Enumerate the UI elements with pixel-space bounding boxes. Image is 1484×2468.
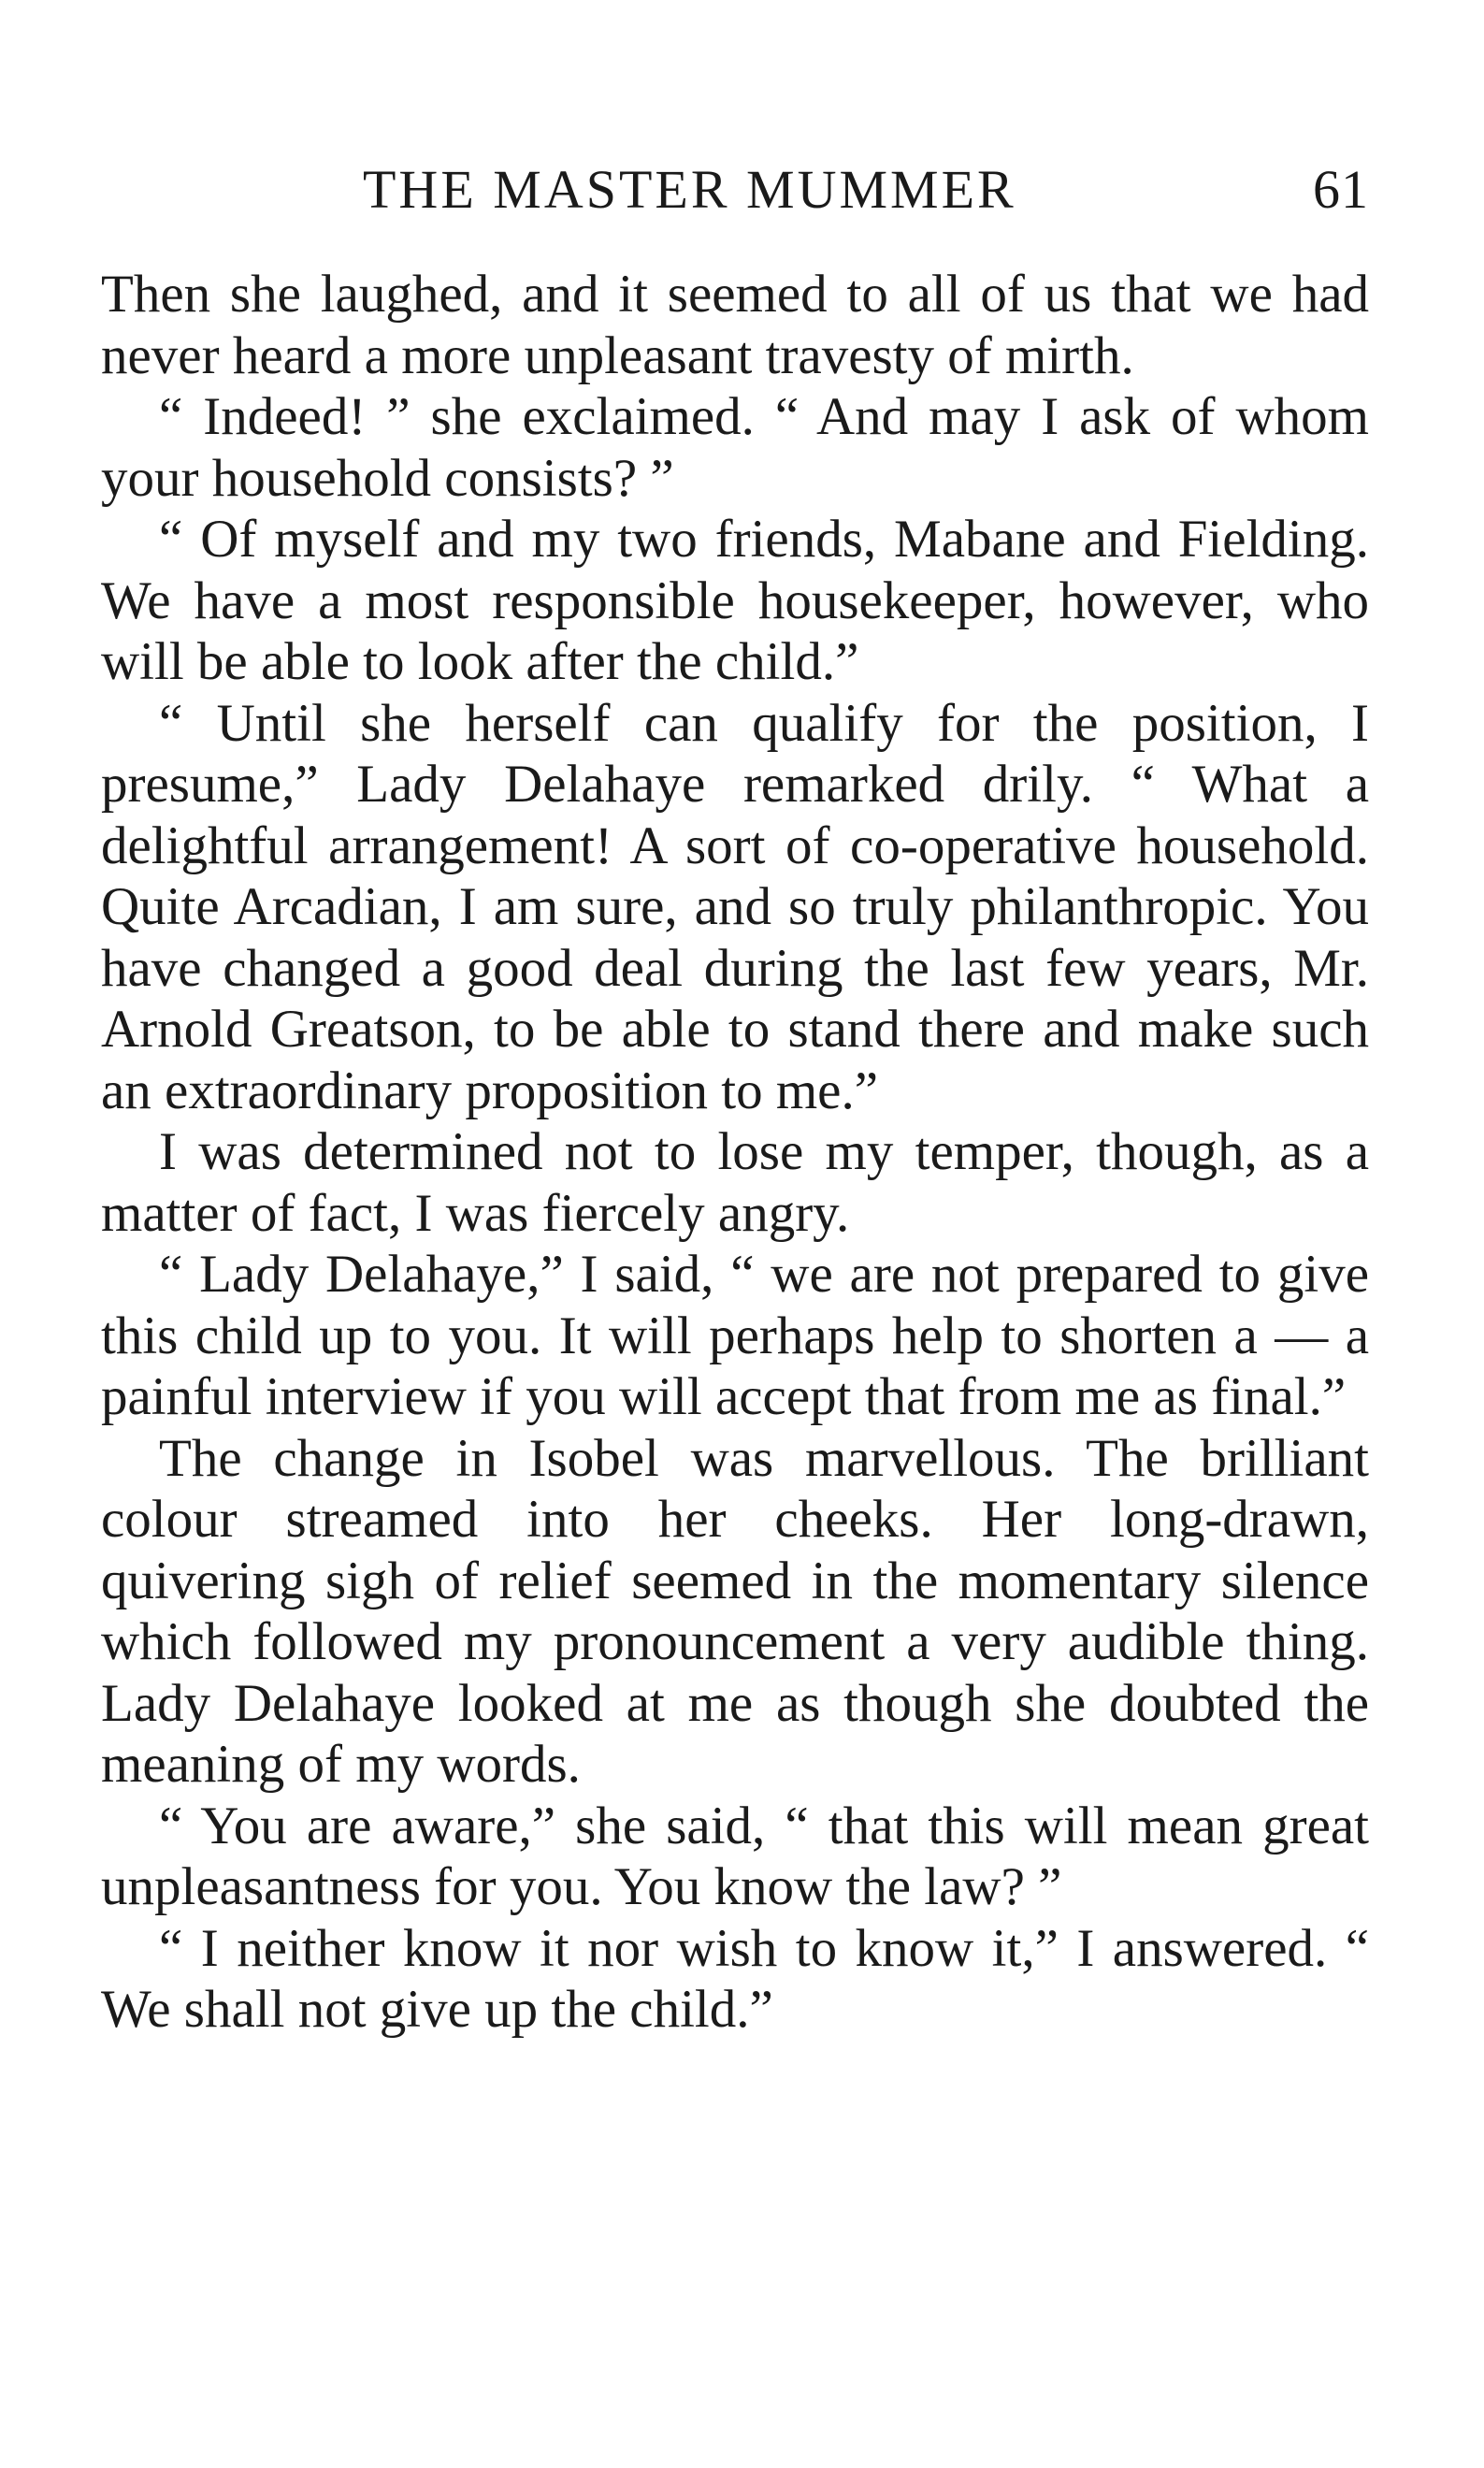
paragraph: “ You are aware,” she said, “ that this will mean great unpleasantness for you. You know the law? ”	[101, 1796, 1369, 1916]
paragraph: “ Until she herself can qualify for the position, I presume,” Lady Delahaye remarked drily. “ What a delightful arrangement! A sort of co-operative household. Quite Arcadian, I am sure, and so truly philanthropic. You have changed a good deal during the last few years, Mr. Arnold Greatson, to be able to stand there and make such an extraordinary proposition to me.”	[101, 693, 1369, 1120]
paragraph: Then she laughed, and it seemed to all of us that we had never heard a more unpleasant travesty of mirth.	[101, 265, 1369, 385]
paragraph: “ I neither know it nor wish to know it,” I answered. “ We shall not give up the child.”	[101, 1918, 1369, 2039]
paragraph: “ Lady Delahaye,” I said, “ we are not prepared to give this child up to you. It will perhaps help to shorten a — a painful interview if you will accept that from me as final.”	[101, 1245, 1369, 1426]
page-number: 61	[1313, 159, 1369, 220]
paragraph: “ Indeed! ” she exclaimed. “ And may I ask of whom your household consists? ”	[101, 387, 1369, 508]
body-text	[101, 264, 1369, 2041]
paragraph: I was determined not to lose my temper, though, as a matter of fact, I was fiercely angry.	[101, 1122, 1369, 1243]
paragraph: The change in Isobel was marvellous. The brilliant colour streamed into her cheeks. Her long-drawn, quivering sigh of relief seemed in the momentary silence which followed my pronouncement a very audible thing. Lady Delahaye looked at me as though she doubted the meaning of my words.	[101, 1428, 1369, 1794]
running-header	[101, 157, 1369, 223]
running-title: THE MASTER MUMMER	[363, 159, 1016, 220]
paragraph: “ Of myself and my two friends, Mabane and Fielding. We have a most responsible housekeeper, however, who will be able to look after the child.”	[101, 510, 1369, 691]
